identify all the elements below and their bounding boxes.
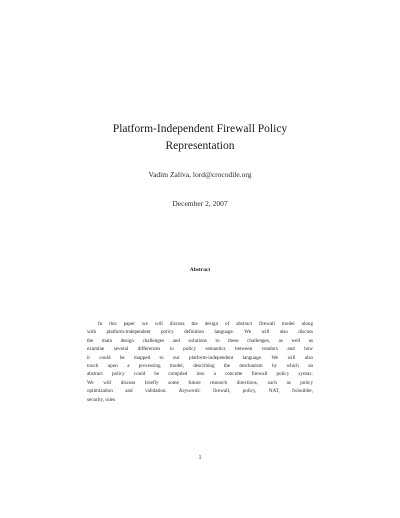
abstract-line-text: optimization and validation. (87, 388, 180, 395)
publication-date: December 2, 2007 (172, 199, 228, 208)
abstract-line-keywords (87, 387, 313, 395)
keywords-list: : firewall, policy, NAT, fwbuilder, (199, 388, 313, 395)
abstract-line: it could be mapped to our platform-independent language. We will also (87, 354, 313, 361)
keywords-label: Keywords (179, 388, 200, 395)
abstract-heading: Abstract (189, 267, 211, 273)
paper-title (60, 121, 340, 155)
abstract-line: the main design challenges and solutions to these challenges, as well as (87, 337, 313, 344)
paper-title-line2: Representation (165, 140, 235, 152)
page-number: 1 (198, 455, 202, 461)
abstract-body (87, 320, 313, 404)
abstract-line: examine several differences in policy semantics between vendors and how (87, 346, 313, 353)
abstract-line: We will discuss briefly some future research directions, such as policy (87, 379, 313, 386)
author-line: Vadim Zaliva, lord@crocodile.org (148, 170, 252, 179)
paper-title-line1: Platform-Independent Firewall Policy (112, 123, 288, 135)
abstract-line: with platform-independent policy definition language. We will also discuss (87, 329, 313, 336)
abstract-line: In this paper we will discuss the design of abstract firewall model along (98, 321, 313, 327)
abstract-line: abstract policy could be compiled into a concrete firewall policy syntax. (87, 371, 313, 378)
abstract-line: security, rules (87, 396, 116, 403)
abstract-line: touch upon a processing model, describing the mechanism by which an (87, 363, 313, 370)
